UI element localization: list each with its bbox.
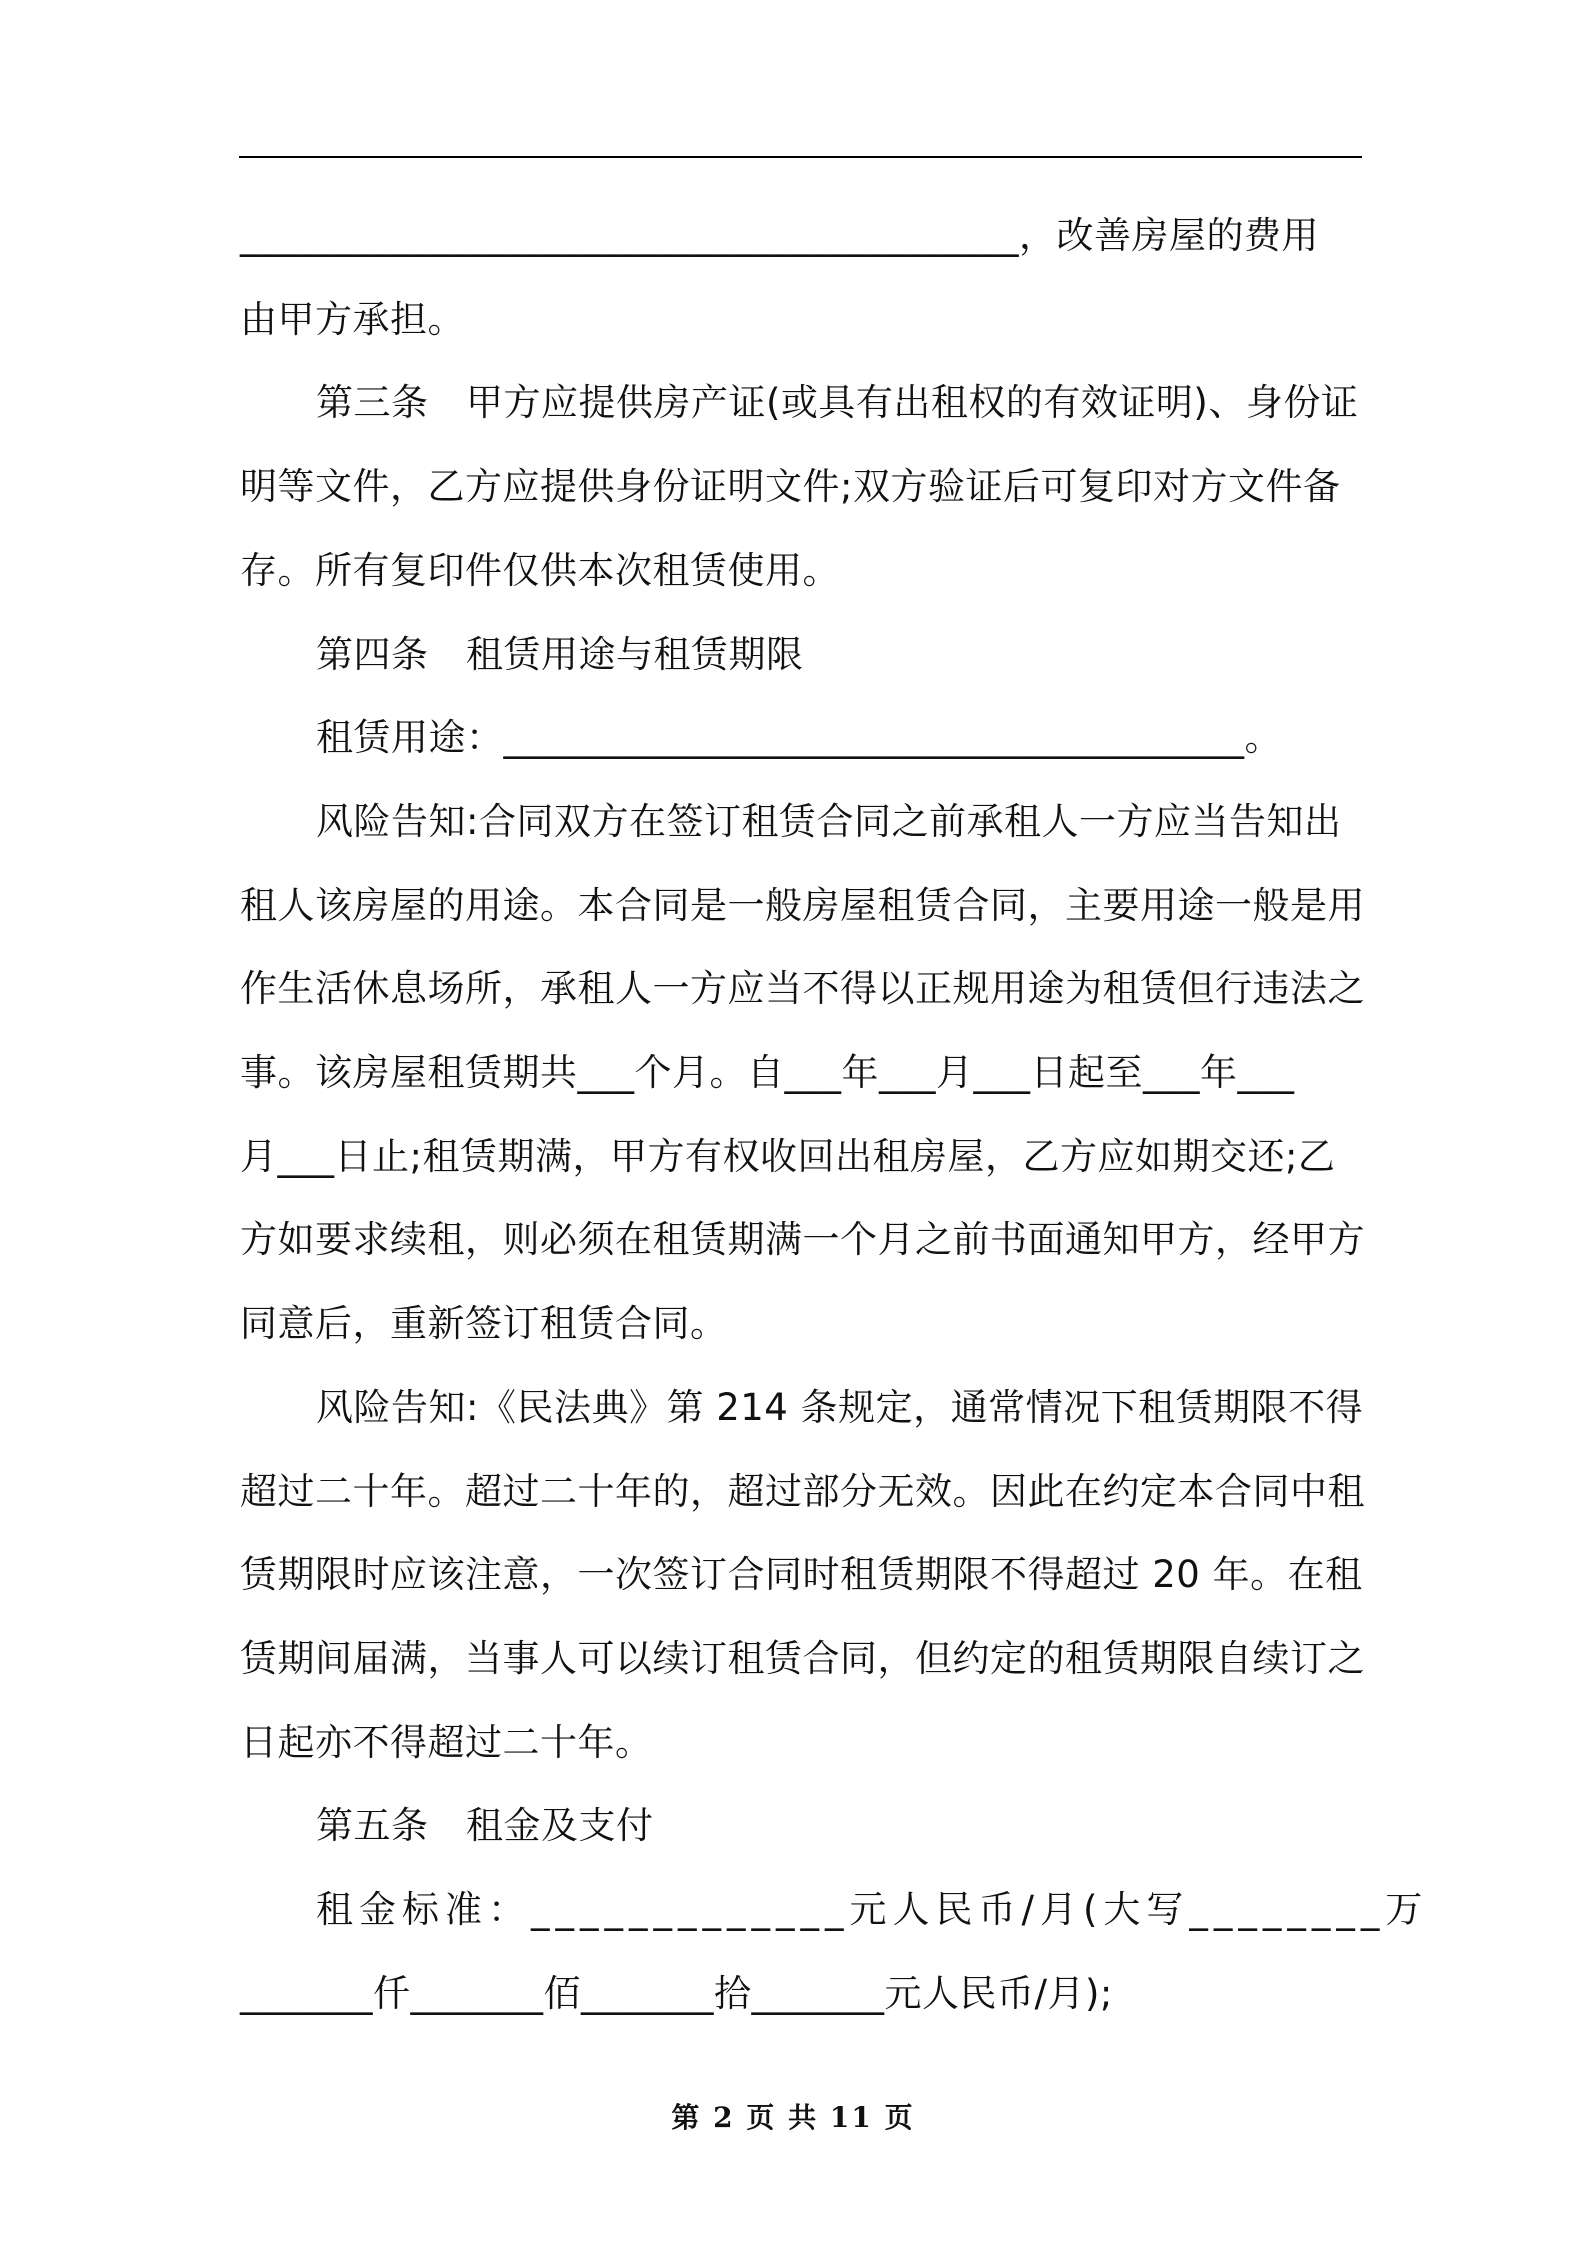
clause-3-line: 明等文件，乙方应提供身份证明文件;双方验证后可复印对方文件备 (240, 465, 1341, 509)
risk-notice-2-line: 超过二十年。超过二十年的，超过部分无效。因此在约定本合同中租 (240, 1469, 1365, 1513)
header-rule (239, 156, 1362, 158)
risk-notice-1-line: 作生活休息场所，承租人一方应当不得以正规用途为租赁但行违法之 (240, 967, 1365, 1011)
risk-notice-2-line: 赁期间届满，当事人可以续订租赁合同，但约定的租赁期限自续订之 (240, 1636, 1365, 1680)
risk-notice-2-line: 风险告知:《民法典》第 214 条规定，通常情况下租赁期限不得 (316, 1385, 1364, 1429)
lease-term-line: 事。该房屋租赁期共___个月。自___年___月___日起至___年___ (240, 1051, 1295, 1095)
page-number-footer: 第 2 页 共 11 页 (671, 2101, 915, 2134)
clause-4-heading: 第四条 租赁用途与租赁期限 (316, 632, 804, 676)
lease-term-line: 方如要求续租，则必须在租赁期满一个月之前书面通知甲方，经甲方 (240, 1218, 1365, 1262)
clause-2-tail-line: 由甲方承担。 (240, 297, 465, 341)
lease-term-line: 月___日止;租赁期满，甲方有权收回出租房屋，乙方应如期交还;乙 (240, 1134, 1336, 1178)
clause-2-tail-line: _________________________________________，改善房屋的费用 (240, 214, 1319, 257)
rent-standard-line: _______仟_______佰_______拾_______元人民币/月); (240, 1971, 1113, 2015)
lease-term-line: 同意后，重新签订租赁合同。 (240, 1302, 728, 1346)
rent-standard-line: 租金标准：_____________元人民币/月(大写________万 (316, 1888, 1429, 1932)
risk-notice-1-line: 租人该房屋的用途。本合同是一般房屋租赁合同，主要用途一般是用 (240, 883, 1365, 927)
risk-notice-1-line: 风险告知:合同双方在签订租赁合同之前承租人一方应当告知出 (316, 799, 1342, 843)
risk-notice-2-line: 日起亦不得超过二十年。 (240, 1720, 653, 1764)
clause-3-heading-line: 第三条 甲方应提供房产证(或具有出租权的有效证明)、身份证 (316, 381, 1359, 425)
risk-notice-2-line: 赁期限时应该注意，一次签订合同时租赁期限不得超过 20 年。在租 (240, 1553, 1363, 1597)
clause-5-heading: 第五条 租金及支付 (316, 1804, 654, 1848)
lease-purpose-line: 租赁用途：_______________________________________。 (316, 716, 1282, 760)
document-body (240, 194, 1429, 2035)
clause-3-line: 存。所有复印件仅供本次租赁使用。 (240, 548, 840, 592)
